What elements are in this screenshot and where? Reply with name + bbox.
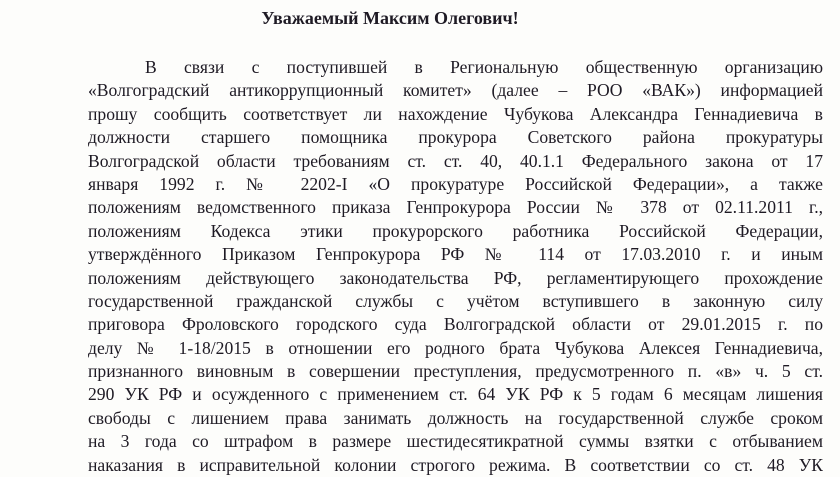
text-line: Волгоградской области требованиям ст. ст. 40, 40.1.1 Федерального закона от 17 — [88, 150, 823, 171]
text-line: приговора Фроловского городского суда Волгоградской области от 29.01.2015 г. по — [88, 314, 823, 335]
text-line: положениям ведомственного приказа Генпрокурора России № 378 от 02.11.2011 г., — [88, 197, 823, 218]
text-line: на 3 года со штрафом в размере шестидесятикратной суммы взятки с отбыванием — [88, 431, 823, 452]
text-line: января 1992 г. № 2202-I «О прокуратуре Российской Федерации», а также — [88, 173, 823, 194]
text-line: положениям Кодекса этики прокурорского работника Российской Федерации, — [88, 220, 823, 241]
text-line: должности старшего помощника прокурора Советского района прокуратуры — [88, 127, 823, 148]
text-line: признанного виновным в совершении преступления, предусмотренного п. «в» ч. 5 ст. — [88, 361, 823, 382]
letter-body — [88, 56, 823, 477]
text-line: «Волгоградский антикоррупционный комитет» (далее – РОО «ВАК») информацией — [88, 80, 823, 101]
text-line: наказания в исправительной колонии строгого режима. В соответствии со ст. 48 УК — [88, 454, 823, 475]
text-line: делу № 1-18/2015 в отношении его родного брата Чубукова Алексея Геннадиевича, — [88, 337, 823, 358]
text-line: свободы с лишением права занимать должность на государственной службе сроком — [88, 407, 823, 428]
text-line: В связи с поступившей в Региональную общественную организацию — [145, 57, 823, 77]
text-line: утверждённого Приказом Генпрокурора РФ № 114 от 17.03.2010 г. и иным — [88, 244, 823, 265]
text-line: государственной гражданской службы с учётом вступившего в законную силу — [88, 290, 823, 311]
text-line: 290 УК РФ и осужденного с применением ст. 64 УК РФ к 5 годам 6 месяцам лишения — [88, 384, 823, 405]
letter-salutation: Уважаемый Максим Олегович! — [261, 8, 519, 28]
text-line: прошу сообщить соответствует ли нахождение Чубукова Александра Геннадиевича в — [88, 103, 823, 124]
text-line: положениям действующего законодательства РФ, регламентирующего прохождение — [88, 267, 823, 288]
